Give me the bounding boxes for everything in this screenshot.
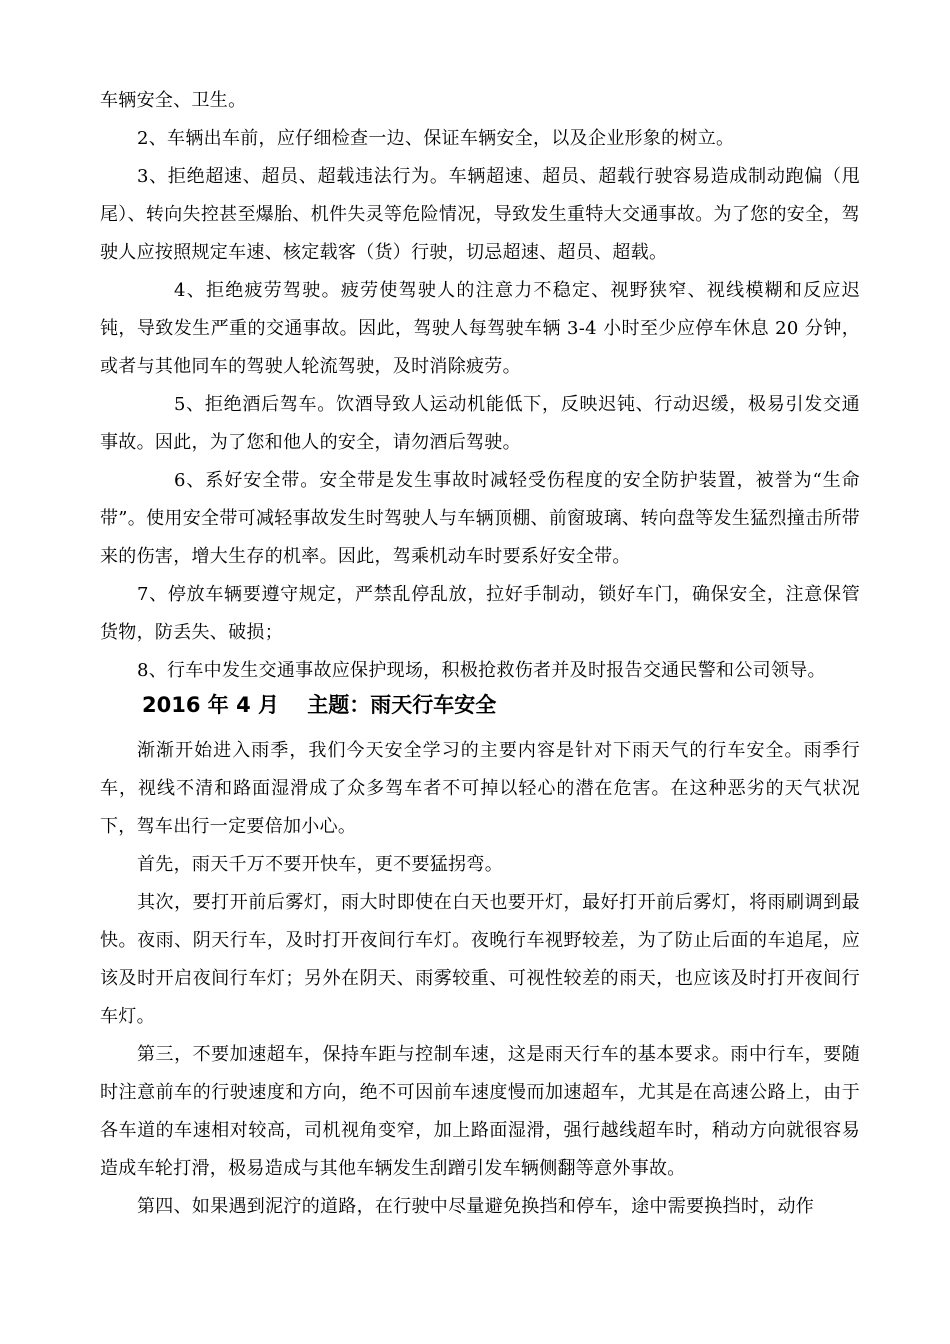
section-paragraph-fourth: 第四、如果遇到泥泞的道路，在行驶中尽量避免换挡和停车，途中需要换挡时，动作	[137, 1196, 815, 1217]
paragraph-item-4: 4、拒绝疲劳驾驶。疲劳使驾驶人的注意力不稳定、视野狭窄、视线模糊和反应迟钝，导致发生严重的交通事故。因此，驾驶人每驾驶车辆 3-4 小时至少应停车休息 20 分钟，或者与其他同车的驾驶人轮流驾驶，及时消除疲劳。	[100, 280, 860, 377]
section-paragraph-intro: 渐渐开始进入雨季，我们今天安全学习的主要内容是针对下雨天气的行车安全。雨季行车，视线不清和路面湿滑成了众多驾车者不可掉以轻心的潜在危害。在这种恶劣的天气状况下，驾车出行一定要倍加小心。	[100, 740, 860, 837]
section-paragraph-second: 其次，要打开前后雾灯，雨大时即使在白天也要开灯，最好打开前后雾灯，将雨刷调到最快。夜雨、阴天行车，及时打开夜间行车灯。夜晚行车视野较差，为了防止后面的车追尾，应该及时开启夜间行车灯；另外在阴天、雨雾较重、可视性较差的雨天，也应该及时打开夜间行车灯。	[100, 892, 860, 1027]
paragraph-item-7: 7、停放车辆要遵守规定，严禁乱停乱放，拉好手制动，锁好车门，确保安全，注意保管货物，防丢失、破损；	[100, 584, 860, 643]
section-heading: 2016 年 4 月 主题：雨天行车安全	[142, 693, 497, 717]
paragraph-continuation: 车辆安全、卫生。	[100, 90, 247, 111]
section-paragraph-third: 第三，不要加速超车，保持车距与控制车速，这是雨天行车的基本要求。雨中行车，要随时注意前车的行驶速度和方向，绝不可因前车速度慢而加速超车，尤其是在高速公路上，由于各车道的车速相对较高，司机视角变窄，加上路面湿滑，强行越线超车时，稍动方向就很容易造成车轮打滑，极易造成与其他车辆发生刮蹭引发车辆侧翻等意外事故。	[100, 1044, 860, 1179]
paragraph-item-5: 5、拒绝酒后驾车。饮酒导致人运动机能低下，反映迟钝、行动迟缓，极易引发交通事故。因此，为了您和他人的安全，请勿酒后驾驶。	[100, 394, 860, 453]
paragraph-item-2: 2、车辆出车前，应仔细检查一边、保证车辆安全，以及企业形象的树立。	[137, 128, 735, 149]
paragraph-item-8: 8、行车中发生交通事故应保护现场，积极抢救伤者并及时报告交通民警和公司领导。	[137, 660, 826, 681]
paragraph-item-3: 3、拒绝超速、超员、超载违法行为。车辆超速、超员、超载行驶容易造成制动跑偏（甩尾）、转向失控甚至爆胎、机件失灵等危险情况，导致发生重特大交通事故。为了您的安全，驾驶人应按照规定车速、核定载客（货）行驶，切忌超速、超员、超载。	[100, 166, 860, 263]
paragraph-item-6: 6、系好安全带。安全带是发生事故时减轻受伤程度的安全防护装置，被誉为“生命带”。使用安全带可减轻事故发生时驾驶人与车辆顶棚、前窗玻璃、转向盘等发生猛烈撞击所带来的伤害，增大生存的机率。因此，驾乘机动车时要系好安全带。	[100, 470, 860, 567]
section-paragraph-first: 首先，雨天千万不要开快车，更不要猛拐弯。	[137, 854, 503, 875]
